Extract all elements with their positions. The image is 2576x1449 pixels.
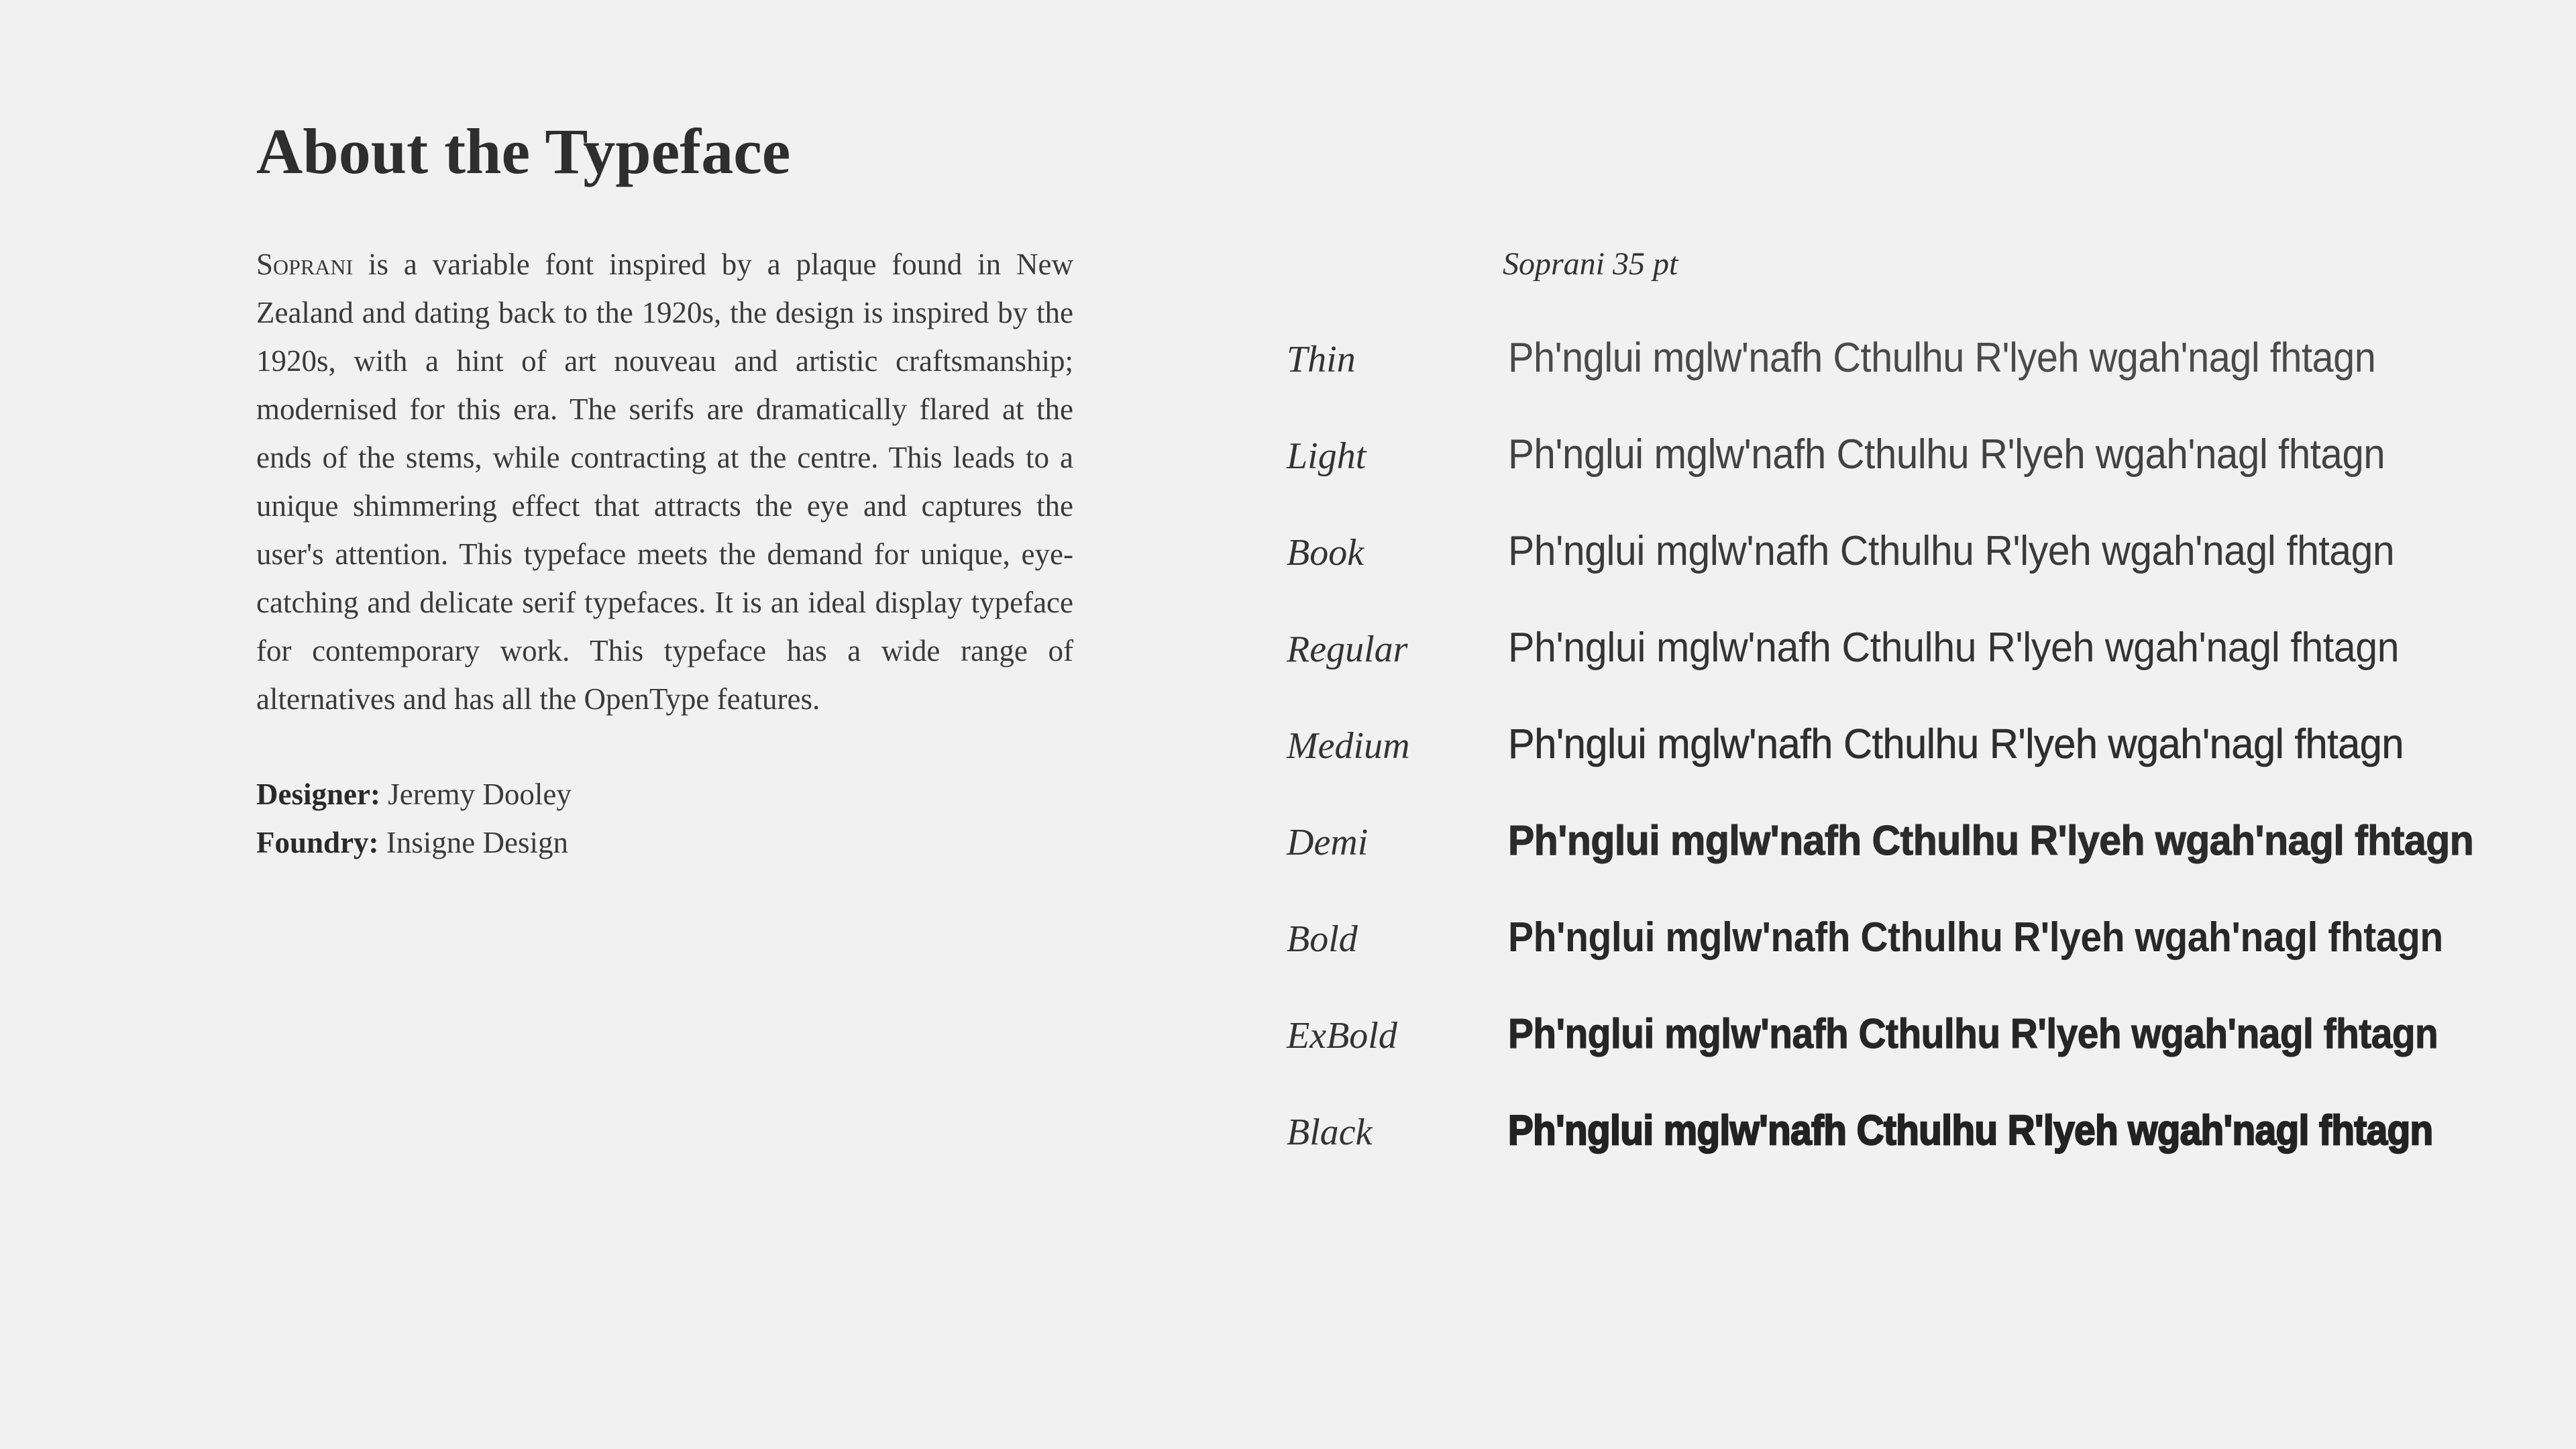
weight-row-regular bbox=[1287, 616, 2534, 712]
weight-row-medium bbox=[1287, 712, 2534, 809]
weight-sample: Ph'nglui mglw'nafh Cthulhu R'lyeh wgah'nagl fhtagn bbox=[1508, 1108, 2433, 1154]
weight-sample: Ph'nglui mglw'nafh Cthulhu R'lyeh wgah'nagl fhtagn bbox=[1508, 528, 2395, 574]
designer-row bbox=[256, 770, 572, 818]
weight-name: Demi bbox=[1287, 822, 1368, 863]
weight-sample: Ph'nglui mglw'nafh Cthulhu R'lyeh wgah'nagl fhtagn bbox=[1508, 721, 2404, 767]
weight-row-black bbox=[1287, 1099, 2534, 1195]
page-title: About the Typeface bbox=[256, 115, 791, 187]
weight-sample: Ph'nglui mglw'nafh Cthulhu R'lyeh wgah'nagl fhtagn bbox=[1508, 431, 2385, 478]
foundry-label: Foundry: bbox=[256, 826, 379, 859]
weight-sample: Ph'nglui mglw'nafh Cthulhu R'lyeh wgah'nagl fhtagn bbox=[1508, 1011, 2438, 1057]
credits bbox=[256, 770, 572, 867]
weight-name: Thin bbox=[1287, 339, 1356, 380]
weight-name: Book bbox=[1287, 532, 1364, 574]
weight-name: ExBold bbox=[1287, 1015, 1397, 1057]
weight-name: Medium bbox=[1287, 725, 1410, 767]
weight-name: Regular bbox=[1287, 629, 1408, 670]
weight-sample: Ph'nglui mglw'nafh Cthulhu R'lyeh wgah'nagl fhtagn bbox=[1508, 625, 2400, 671]
weight-name: Black bbox=[1287, 1112, 1373, 1153]
weight-row-book bbox=[1287, 519, 2534, 616]
weight-name: Light bbox=[1287, 435, 1366, 477]
weight-sample: Ph'nglui mglw'nafh Cthulhu R'lyeh wgah'nagl fhtagn bbox=[1508, 914, 2443, 961]
weight-name: Bold bbox=[1287, 918, 1358, 960]
designer-label: Designer: bbox=[256, 777, 380, 811]
about-body: is a variable font inspired by a plaque found in New Zealand and dating back to the 1920s, the design is inspired by the 1920s, with a hint of art nouveau and artistic craftsmanship; modernised for this era. The serifs are dramatically flared at the ends of the stems, while contracting at the centre. This leads to a unique shimmering effect that attracts the eye and captures the user's attention. This typeface meets the demand for unique, eye-catching and delicate serif typefaces. It is an ideal display typeface for contemporary work. This typeface has a wide range of alternatives and has all the OpenType features. bbox=[256, 248, 1073, 716]
weight-sample: Ph'nglui mglw'nafh Cthulhu R'lyeh wgah'nagl fhtagn bbox=[1508, 818, 2474, 864]
foundry-name: Insigne Design bbox=[386, 826, 568, 859]
weight-row-bold bbox=[1287, 906, 2534, 1002]
about-section bbox=[256, 240, 1073, 723]
weight-specimen-list bbox=[1287, 326, 2534, 1195]
typeface-name: Soprani bbox=[256, 248, 354, 281]
designer-name: Jeremy Dooley bbox=[388, 777, 572, 811]
foundry-row bbox=[256, 818, 572, 867]
weight-row-demi bbox=[1287, 809, 2534, 906]
weight-row-light bbox=[1287, 423, 2534, 519]
weight-sample: Ph'nglui mglw'nafh Cthulhu R'lyeh wgah'nagl fhtagn bbox=[1508, 335, 2376, 381]
about-paragraph bbox=[256, 240, 1073, 723]
specimen-caption: Soprani 35 pt bbox=[1503, 246, 1678, 282]
weight-row-thin bbox=[1287, 326, 2534, 423]
weight-row-exbold bbox=[1287, 1002, 2534, 1099]
